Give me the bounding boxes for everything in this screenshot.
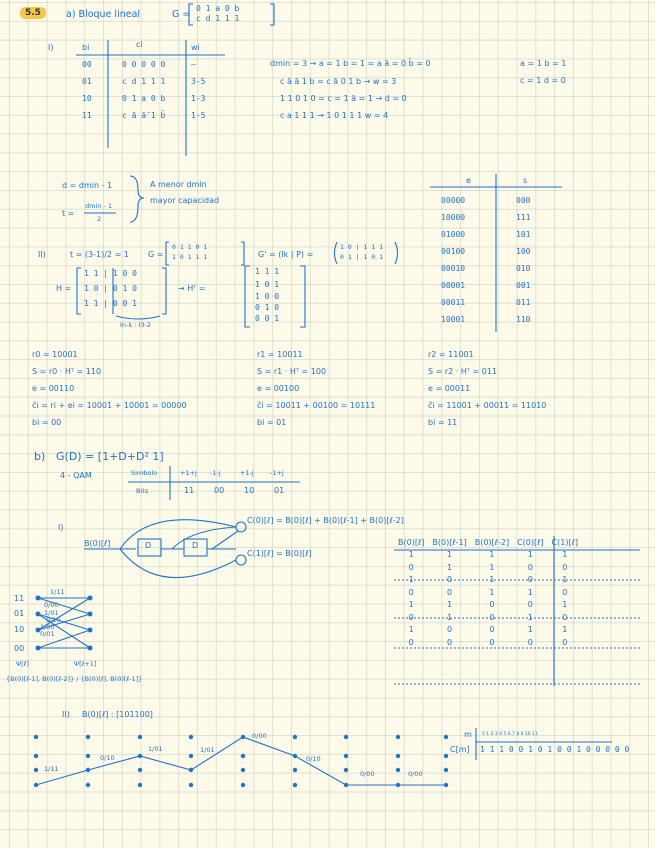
- table-row-wi: 3-5: [191, 77, 206, 86]
- decoded-bits: bi = 00: [32, 418, 62, 427]
- state-label: 11: [14, 594, 25, 603]
- cell: 0: [562, 562, 568, 572]
- generator-row-1: 0 1 a 0 b: [196, 4, 240, 13]
- cell: 1: [447, 600, 453, 610]
- trellis-dots: [34, 732, 448, 787]
- header-cell: B(0)[ℓ]: [398, 537, 425, 547]
- cell: 0: [408, 637, 414, 647]
- cell: 0: [489, 625, 495, 635]
- c-sequence: 1 1 1 0 0 1 0 1 0 0 1 0 0 0 0 0: [480, 745, 630, 754]
- generator-row-2: c d 1 1 1: [196, 14, 240, 23]
- header-cell: C(1)[ℓ]: [551, 537, 578, 547]
- trellis-input-sequence: B(0)[ℓ] : [101100]: [82, 710, 153, 719]
- h-matrix-row-1: 1 1 | 1 0 0: [84, 269, 137, 278]
- cell: 1: [408, 600, 414, 610]
- qam-bits: 00: [214, 486, 225, 495]
- result-cd: c = 1 d = 0: [520, 76, 566, 85]
- table-row-bi: 01: [82, 77, 92, 86]
- cell: 0: [562, 637, 568, 647]
- cell: 1: [408, 550, 414, 560]
- edge-label: 1/01: [44, 609, 59, 617]
- table-row-ci: 0 0 0 0 0: [122, 60, 166, 69]
- cell: 1: [527, 550, 533, 560]
- dmin-note-1: dmin = 3 → a = 1 b = 1 = a ā = 0 b̄ = 0: [270, 59, 431, 68]
- cell: 1: [527, 612, 533, 622]
- table-row-s: 000: [516, 196, 531, 205]
- part-ii-label: II): [38, 250, 46, 259]
- cell: 0: [447, 575, 453, 585]
- h-transpose-label: → Hᵀ =: [178, 284, 206, 293]
- qam-symbol: +1-j: [240, 469, 254, 477]
- edge-label: 0/00: [360, 770, 375, 778]
- table-row-s: 010: [516, 264, 531, 273]
- dmin-note-3: 1 1 0 1 0 = c = 1 ā = 1 → d = 0: [280, 94, 407, 103]
- edge-label: 0/00: [44, 601, 59, 609]
- table-row-s: 100: [516, 247, 531, 256]
- part-b-label: b): [34, 450, 46, 463]
- h-matrix-label: H =: [56, 284, 72, 293]
- cell: 1: [408, 575, 414, 585]
- d-formula: d = dmin - 1: [62, 181, 113, 190]
- edge-label: 1/01: [200, 746, 215, 754]
- cell: 1: [489, 587, 495, 597]
- corrected-word: ĉi = 10011 + 00100 = 10111: [257, 401, 376, 410]
- table-row-e: 00001: [441, 281, 466, 290]
- cell: 1: [447, 562, 453, 572]
- h-matrix-row-3: 1 1 | 0 0 1: [84, 299, 137, 308]
- table-row-ci: 0 1 a 0 b: [122, 94, 166, 103]
- error-pattern: e = 00011: [428, 384, 471, 393]
- header-bi: bi: [82, 43, 90, 52]
- table-row-e: 00000: [441, 196, 466, 205]
- header-cell: C(0)[ℓ]: [517, 537, 544, 547]
- table-row-s: 001: [516, 281, 531, 290]
- dmin-note-4: c a 1 1 1 → 1 0 1 1 1 w = 4: [280, 111, 389, 120]
- cell: 0: [527, 637, 533, 647]
- table-row-e: 00011: [441, 298, 466, 307]
- delay-1: D: [145, 541, 152, 550]
- error-pattern: e = 00100: [257, 384, 300, 393]
- ht-row-4: 0 1 0: [255, 303, 280, 312]
- cell: 0: [408, 612, 414, 622]
- cell: 0: [527, 562, 533, 572]
- cell: 1: [527, 587, 533, 597]
- syndrome: S = r0 · Hᵀ = 110: [32, 367, 102, 376]
- qam-symbol: +1+j: [180, 469, 197, 477]
- header-e: e: [466, 176, 471, 185]
- part-i-label: I): [48, 43, 54, 52]
- received-word: r1 = 10011: [257, 350, 303, 359]
- edge-label: 0/01: [40, 630, 55, 638]
- capacity-note-2: mayor capacidad: [150, 196, 220, 205]
- table-row-ci: c d 1 1 1: [122, 77, 166, 86]
- table-row-e: 01000: [441, 230, 466, 239]
- g-prime-label: G' = (Ik | P) =: [258, 250, 314, 259]
- dmin-note-2: c ā ā 1 b = c ā 0 1 b → w = 3: [280, 77, 397, 86]
- encoder-output-0: C(0)[ℓ] = B(0)[ℓ] + B(0)[ℓ-1] + B(0)[ℓ-2]: [247, 516, 404, 525]
- cell: 1: [562, 600, 568, 610]
- g-prime-row-1: 1 0 | 1 1 1: [340, 243, 384, 251]
- state-label: 00: [14, 644, 25, 653]
- corrected-word: ĉi = ri + ei = 10001 + 10001 = 00000: [32, 401, 187, 410]
- h-matrix-row-2: 1 0 | 0 1 0: [84, 284, 137, 293]
- cell: 1: [489, 575, 495, 585]
- capacity-note-1: A menor dmin: [150, 180, 207, 189]
- state-label: 10: [14, 625, 25, 634]
- header-cell: B(0)[ℓ-2]: [474, 537, 510, 547]
- trellis-label: II): [62, 710, 70, 719]
- ht-row-3: 1 0 0: [255, 292, 280, 301]
- h-identity-note: In-k : I3-2: [120, 321, 152, 329]
- edge-label: 0/10: [306, 755, 321, 763]
- generator-label: G =: [172, 9, 191, 20]
- g-matrix-label: G =: [148, 250, 164, 259]
- header-s: s: [523, 176, 528, 185]
- cell: 0: [447, 625, 453, 635]
- bits-row-label: Bits: [136, 487, 149, 495]
- qam-bits: 10: [244, 486, 255, 495]
- m-values: 0 1 2 3 4 5 6 7 8 9 10 11: [482, 732, 538, 737]
- section-number: 5.5: [20, 7, 46, 19]
- table-row-bi: 00: [82, 60, 92, 69]
- encoder-output-1: C(1)[ℓ] = B(0)[ℓ]: [247, 549, 312, 558]
- table-row-bi: 10: [82, 94, 92, 103]
- result-ab: a = 1 b = 1: [520, 59, 567, 68]
- cell: 1: [489, 550, 495, 560]
- table-row-bi: 11: [82, 111, 92, 120]
- qam-symbol: -1-j: [210, 469, 221, 477]
- symbol-row-label: Simbolo: [131, 469, 158, 477]
- part-a-label: a) Bloque lineal: [66, 9, 141, 20]
- t-calc: t = (3-1)/2 = 1: [70, 250, 129, 259]
- cell: 1: [562, 625, 568, 635]
- cell: 1: [527, 625, 533, 635]
- left-state-caption: Ψ[ℓ]: [16, 660, 29, 668]
- edge-label: 1/11: [44, 765, 59, 773]
- cell: 0: [527, 600, 533, 610]
- table-row-wi: —: [191, 60, 196, 69]
- cell: 1: [408, 625, 414, 635]
- table-row-e: 10000: [441, 213, 466, 222]
- table-row-s: 111: [516, 213, 531, 222]
- decoded-bits: bi = 11: [428, 418, 458, 427]
- c-label: C[m]: [450, 745, 470, 754]
- cell: 0: [447, 637, 453, 647]
- delay-2: D: [192, 541, 199, 550]
- received-word: r2 = 11001: [428, 350, 474, 359]
- table-row-e: 00010: [441, 264, 466, 273]
- table-row-s: 011: [516, 298, 531, 307]
- table-row-e: 00100: [441, 247, 466, 256]
- ht-row-1: 1 1 1: [255, 267, 280, 276]
- syndrome: S = r1 · Hᵀ = 100: [257, 367, 327, 376]
- decoded-bits: bi = 01: [257, 418, 287, 427]
- header-cell: B(0)[ℓ-1]: [432, 537, 467, 547]
- table-row-ci: c ā ā̄ 1 b̄: [122, 111, 166, 120]
- cell: 1: [562, 550, 568, 560]
- table-row-s: 101: [516, 230, 531, 239]
- cell: 1: [562, 575, 568, 585]
- corrected-word: ĉi = 11001 + 00011 = 11010: [428, 401, 547, 410]
- qam-bits: 11: [184, 486, 195, 495]
- edge-label: 1/01: [148, 745, 163, 753]
- cell: 0: [562, 587, 568, 597]
- cell: 0: [489, 637, 495, 647]
- cell: 1: [447, 550, 453, 560]
- edge-label: 0/00: [408, 770, 423, 778]
- table-row-e: 10001: [441, 315, 466, 324]
- g-prime-row-2: 0 1 | 1 0 1: [340, 253, 384, 261]
- ht-row-2: 1 0 1: [255, 280, 280, 289]
- cell: 0: [489, 600, 495, 610]
- g-matrix-row-2: 1 0 1 1 1: [172, 253, 208, 261]
- table-row-s: 110: [516, 315, 531, 324]
- g-matrix-row-1: 0 1 1 0 1: [172, 243, 208, 251]
- table-row-wi: 1-5: [191, 111, 206, 120]
- encoder-label: I): [58, 523, 64, 532]
- error-pattern: e = 00110: [32, 384, 75, 393]
- syndrome: S = r2 · Hᵀ = 011: [428, 367, 498, 376]
- qam-label: 4 - QAM: [60, 471, 92, 480]
- t-formula-denominator: 2: [97, 215, 102, 223]
- t-formula-numerator: dmin - 1: [85, 202, 112, 210]
- state-footnote: {B(0)[ℓ-1], B(0)[ℓ-2]} / {B(0)[ℓ], B(0)[ℓ-1]}: [6, 675, 143, 683]
- cell: 0: [489, 612, 495, 622]
- qam-symbol: -1+j: [270, 469, 284, 477]
- edge-label: 0/00: [252, 732, 267, 740]
- cell: 0: [527, 575, 533, 585]
- edge-label: 0/10: [46, 616, 61, 624]
- header-ci: ci: [136, 40, 143, 49]
- edge-label: 1/11: [50, 588, 65, 596]
- ht-row-5: 0 0 1: [255, 314, 280, 323]
- cell: 0: [562, 612, 568, 622]
- qam-bits: 01: [274, 486, 285, 495]
- state-label: 01: [14, 609, 25, 618]
- generator-polynomial: G(D) = [1+D+D² 1]: [56, 450, 164, 463]
- right-state-caption: Ψ[ℓ+1]: [74, 660, 97, 668]
- header-wi: wi: [191, 43, 200, 52]
- m-label: m: [464, 730, 472, 739]
- received-word: r0 = 10001: [32, 350, 78, 359]
- t-formula-prefix: t =: [62, 209, 75, 218]
- table-row-wi: 1-3: [191, 94, 206, 103]
- edge-label: 0/10: [100, 754, 115, 762]
- encoder-input: B(0)[ℓ]: [84, 539, 111, 548]
- cell: 1: [489, 562, 495, 572]
- edge-label: 1/00: [40, 623, 55, 631]
- cell: 0: [408, 562, 414, 572]
- cell: 0: [408, 587, 414, 597]
- cell: 0: [447, 587, 453, 597]
- cell: 1: [447, 612, 453, 622]
